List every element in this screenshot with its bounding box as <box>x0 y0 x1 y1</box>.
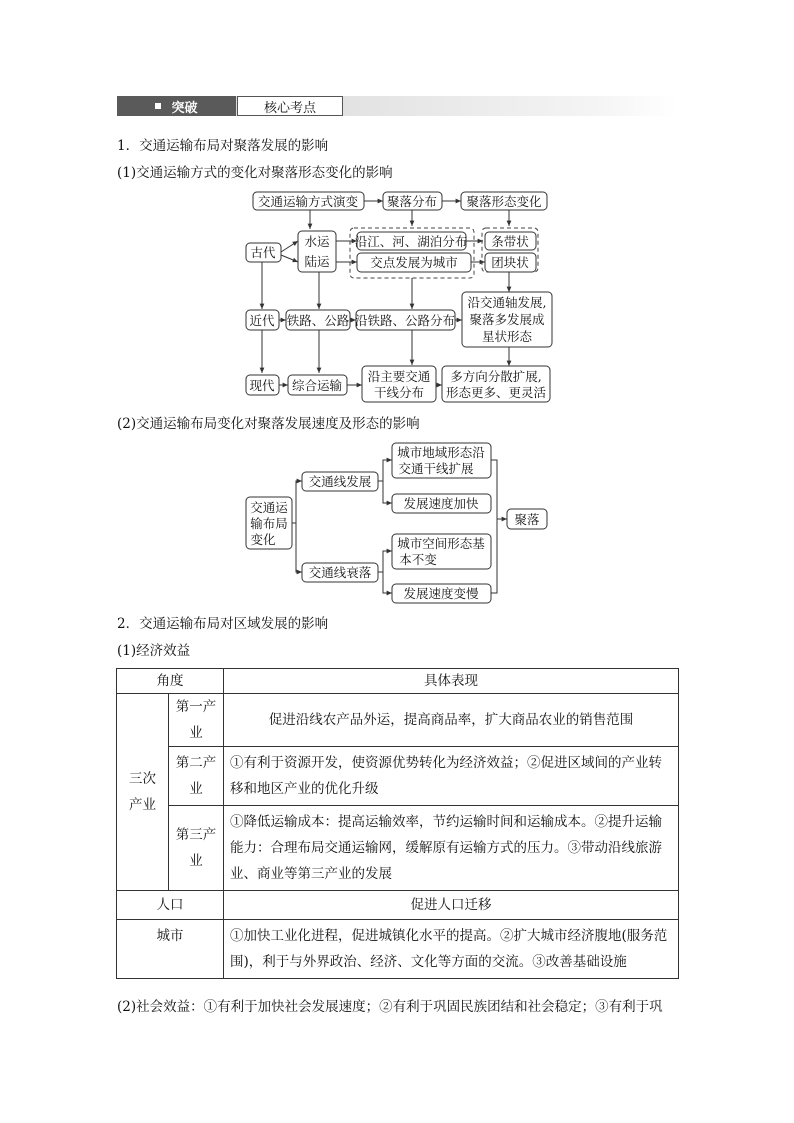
row-name: 第三产业 <box>169 806 224 891</box>
row-detail: 促进沿线农产品外运，提高商品率，扩大商品农业的销售范围 <box>224 694 679 747</box>
node-mode-evolution: 交通运输方式演变 <box>257 194 359 209</box>
section1-sub1: (1)交通运输方式的变化对聚落形态变化的影响 <box>117 165 393 181</box>
table-row <box>117 694 679 747</box>
table-header-row <box>117 669 679 694</box>
node-star-line1: 沿交通轴发展, <box>467 295 547 310</box>
row-detail: ①有利于资源开发，使资源优势转化为经济效益；②促进区域间的产业转移和地区产业的优化升级 <box>224 747 679 806</box>
row-population: 人口 <box>117 891 224 920</box>
node-along-rail-road: 沿铁路、公路分布 <box>354 313 456 328</box>
node-river-lake: 沿江、河、湖泊分布 <box>354 234 468 249</box>
node-water-transport: 水运 <box>304 234 330 249</box>
row-name: 第二产业 <box>169 747 224 806</box>
node2-settlement: 聚落 <box>514 512 540 527</box>
node-rail-road: 铁路、公路 <box>286 313 350 328</box>
node2-slower: 发展速度变慢 <box>403 586 479 601</box>
node2-faster: 发展速度加快 <box>403 496 479 511</box>
table-row <box>117 747 679 806</box>
section-tag-label: 突破 <box>171 100 198 116</box>
node2-line-decline: 交通线衰落 <box>308 565 372 580</box>
section1-heading: 1．交通运输布局对聚落发展的影响 <box>117 138 329 154</box>
node2-line-develop: 交通线发展 <box>308 474 372 489</box>
table-row <box>117 806 679 891</box>
row-name: 第一产业 <box>169 694 224 747</box>
node-multi-1: 多方向分散扩展, <box>450 369 542 384</box>
table-row <box>117 891 679 920</box>
group-three-industries: 三次产业 <box>117 694 169 891</box>
header-detail: 具体表现 <box>224 669 679 694</box>
node2-root-1: 交通运 <box>250 500 288 515</box>
node-main-line-1: 沿主要交通 <box>367 369 431 384</box>
node-star-line2: 聚落多发展成 <box>469 312 545 327</box>
row-population-detail: 促进人口迁移 <box>224 891 679 920</box>
node-land-transport: 陆运 <box>304 254 330 269</box>
row-city: 城市 <box>117 920 224 979</box>
table-row <box>117 920 679 979</box>
economic-benefit-table <box>116 668 679 979</box>
node-modern: 近代 <box>249 313 275 328</box>
node-contemporary: 现代 <box>249 378 275 393</box>
node2-expand-1: 城市地域形态沿 <box>397 445 485 460</box>
node-integrated-transport: 综合运输 <box>291 378 343 393</box>
node2-expand-2: 交通干线扩展 <box>398 461 474 476</box>
node-junction-city: 交点发展为城市 <box>370 255 458 270</box>
node-main-line-2: 干线分布 <box>373 385 425 400</box>
row-detail: ①降低运输成本：提高运输效率，节约运输时间和运输成本。②提升运输能力：合理布局交通运输网，缓解原有运输方式的压力。③带动沿线旅游业、商业等第三产业的发展 <box>224 806 679 891</box>
section1-sub2: (2)交通运输布局变化对聚落发展速度及形态的影响 <box>117 416 420 432</box>
section-title: 核心考点 <box>237 96 343 116</box>
section2-sub1: (1)经济效益 <box>117 643 191 659</box>
node-settlement-distribution: 聚落分布 <box>386 194 438 209</box>
node-settlement-shape-change: 聚落形态变化 <box>466 194 542 209</box>
node-star-line3: 星状形态 <box>481 329 533 344</box>
node-multi-2: 形态更多、更灵活 <box>445 385 547 400</box>
section2-heading: 2．交通运输布局对区域发展的影响 <box>117 616 329 632</box>
node2-root-2: 输布局 <box>250 516 288 531</box>
node-strip-shape: 条带状 <box>491 234 529 249</box>
row-city-detail: ①加快工业化进程，促进城镇化水平的提高。②扩大城市经济腹地(服务范围)，利于与外界政治、经济、文化等方面的交流。③改善基础设施 <box>224 920 679 979</box>
section2-sub2: (2)社会效益：①有利于加快社会发展速度；②有利于巩固民族团结和社会稳定；③有利于巩 <box>117 999 663 1015</box>
header-angle: 角度 <box>117 669 224 694</box>
node2-unchanged-2: 本不变 <box>399 552 437 567</box>
node-cluster-shape: 团块状 <box>491 255 529 270</box>
node-ancient: 古代 <box>250 245 276 260</box>
node2-unchanged-1: 城市空间形态基 <box>397 536 485 551</box>
node2-root-3: 变化 <box>250 532 276 547</box>
